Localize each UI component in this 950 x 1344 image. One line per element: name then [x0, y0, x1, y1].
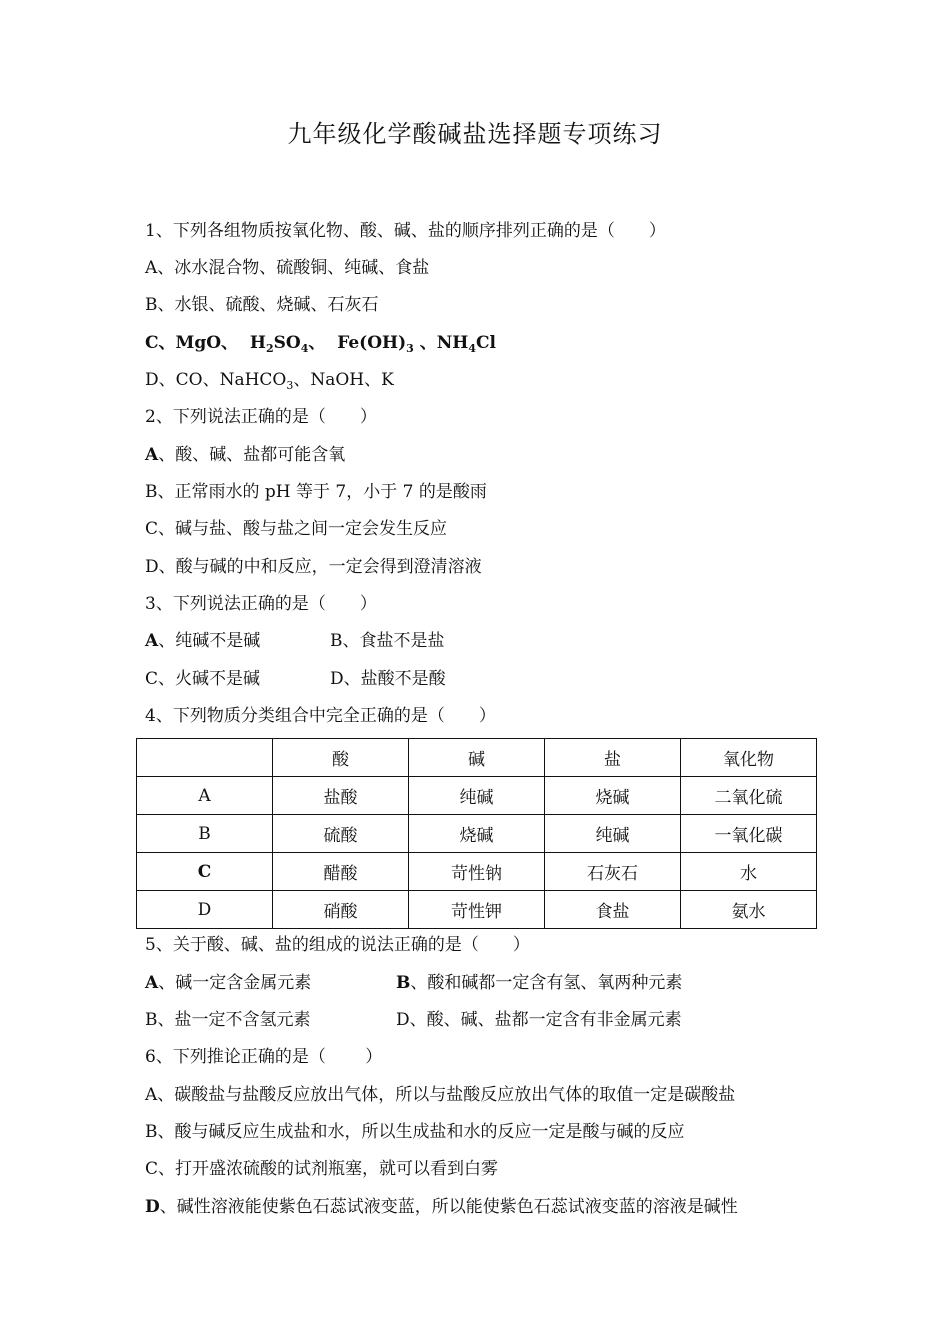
q1-option-a: A、冰水混合物、硫酸铜、纯碱、食盐: [145, 258, 430, 278]
table-header-cell: 氧化物: [681, 739, 817, 777]
q1-stem: 1、下列各组物质按氧化物、酸、碱、盐的顺序排列正确的是（ ）: [145, 221, 666, 241]
table-cell: B: [137, 815, 273, 853]
q6-option-b: B、酸与碱反应生成盐和水，所以生成盐和水的反应一定是酸与碱的反应: [145, 1122, 685, 1142]
table-cell: 一氧化碳: [681, 815, 817, 853]
table-cell: 硝酸: [273, 891, 409, 929]
q5-option-a: A、碱一定含金属元素: [145, 973, 312, 993]
table-cell: 烧碱: [409, 815, 545, 853]
q5-option-c: B、盐一定不含氢元素: [145, 1010, 311, 1030]
table-header-row: [137, 739, 817, 777]
q4-stem: 4、下列物质分类组合中完全正确的是（ ）: [145, 706, 496, 726]
q1-option-d: D、CO、NaHCO$_3$、NaOH、K: [145, 370, 394, 392]
page-title: 九年级化学酸碱盐选择题专项练习: [287, 120, 663, 148]
table-cell: 苛性钠: [409, 853, 545, 891]
table-cell: A: [137, 777, 273, 815]
table-cell: 硫酸: [273, 815, 409, 853]
q2-option-b: B、正常雨水的 pH 等于 7，小于 7 的是酸雨: [145, 482, 487, 502]
q6-option-d: D、碱性溶液能使紫色石蕊试液变蓝，所以能使紫色石蕊试液变蓝的溶液是碱性: [145, 1197, 738, 1217]
table-row: [137, 777, 817, 815]
table-row: [137, 891, 817, 929]
table-cell: 盐酸: [273, 777, 409, 815]
q6-stem: 6、下列推论正确的是（ ）: [145, 1047, 383, 1067]
q3-stem: 3、下列说法正确的是（ ）: [145, 594, 377, 614]
table-cell: 烧碱: [545, 777, 681, 815]
table-cell: 纯碱: [409, 777, 545, 815]
table-cell: 食盐: [545, 891, 681, 929]
table-cell: 石灰石: [545, 853, 681, 891]
q6-option-c: C、打开盛浓硫酸的试剂瓶塞，就可以看到白雾: [145, 1159, 499, 1179]
table-cell: 二氧化硫: [681, 777, 817, 815]
table-cell: 醋酸: [273, 853, 409, 891]
table-cell: 苛性钾: [409, 891, 545, 929]
q2-option-d: D、酸与碱的中和反应，一定会得到澄清溶液: [145, 557, 482, 577]
table-cell: 水: [681, 853, 817, 891]
q5-stem: 5、关于酸、碱、盐的组成的说法正确的是（ ）: [145, 935, 530, 955]
q3-option-d: D、盐酸不是酸: [330, 669, 446, 689]
table-row: [137, 815, 817, 853]
table-cell: 纯碱: [545, 815, 681, 853]
table-header-cell: 盐: [545, 739, 681, 777]
q3-option-c: C、火碱不是碱: [145, 669, 261, 689]
table-cell: D: [137, 891, 273, 929]
q2-option-c: C、碱与盐、酸与盐之间一定会发生反应: [145, 519, 448, 539]
q4-classification-table: [136, 738, 817, 929]
q5-option-b: B、酸和碱都一定含有氢、氧两种元素: [396, 973, 683, 993]
q2-stem: 2、下列说法正确的是（ ）: [145, 407, 377, 427]
q5-option-d: D、酸、碱、盐都一定含有非金属元素: [396, 1010, 682, 1030]
table-row: [137, 853, 817, 891]
table-cell: 氨水: [681, 891, 817, 929]
table-header-cell: [137, 739, 273, 777]
table-cell: C: [137, 853, 273, 891]
q1-option-c: C、MgO、 $H_2SO_4$、 $Fe(OH)_3$ 、$NH_4Cl$: [145, 333, 496, 355]
table-header-cell: 碱: [409, 739, 545, 777]
q2-option-a: A、酸、碱、盐都可能含氧: [145, 445, 346, 465]
q3-option-b: B、食盐不是盐: [330, 631, 445, 651]
q1-option-b: B、水银、硫酸、烧碱、石灰石: [145, 295, 379, 315]
q6-option-a: A、碳酸盐与盐酸反应放出气体，所以与盐酸反应放出气体的取值一定是碳酸盐: [145, 1085, 736, 1105]
q3-option-a: A、纯碱不是碱: [145, 631, 261, 651]
q1-option-c-label: C、: [145, 333, 176, 353]
table-header-cell: 酸: [273, 739, 409, 777]
